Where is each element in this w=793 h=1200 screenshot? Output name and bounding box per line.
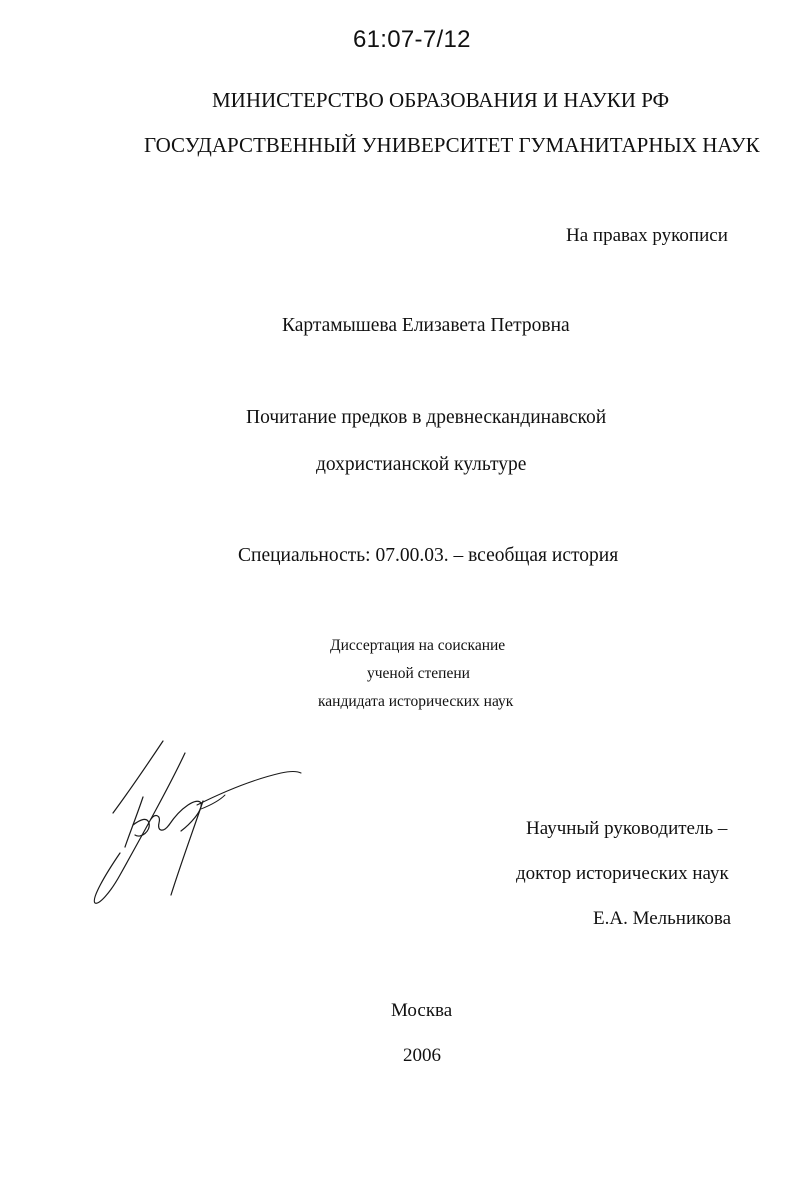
university-heading: ГОСУДАРСТВЕННЫЙ УНИВЕРСИТЕТ ГУМАНИТАРНЫХ НАУК [144,133,760,157]
ministry-heading: МИНИСТЕРСТВО ОБРАЗОВАНИЯ И НАУКИ РФ [212,88,670,112]
author-name: Картамышева Елизавета Петровна [282,315,570,336]
thesis-title-line-1: Почитание предков в древнескандинавской [246,407,607,428]
year: 2006 [403,1045,441,1066]
city: Москва [391,1000,453,1021]
thesis-title-line-2: дохристианской культуре [316,454,527,475]
catalog-code: 61:07-7/12 [353,26,471,53]
manuscript-rights-note: На правах рукописи [566,225,728,246]
supervisor-title: Научный руководитель – [526,818,728,839]
dissertation-line-2: ученой степени [367,665,470,682]
dissertation-line-3: кандидата исторических наук [318,693,514,710]
handwritten-signature-icon [85,735,305,910]
supervisor-degree: доктор исторических наук [516,863,729,884]
supervisor-name: Е.А. Мельникова [593,908,732,929]
specialty-line: Специальность: 07.00.03. – всеобщая история [238,545,619,566]
dissertation-line-1: Диссертация на соискание [330,637,506,654]
